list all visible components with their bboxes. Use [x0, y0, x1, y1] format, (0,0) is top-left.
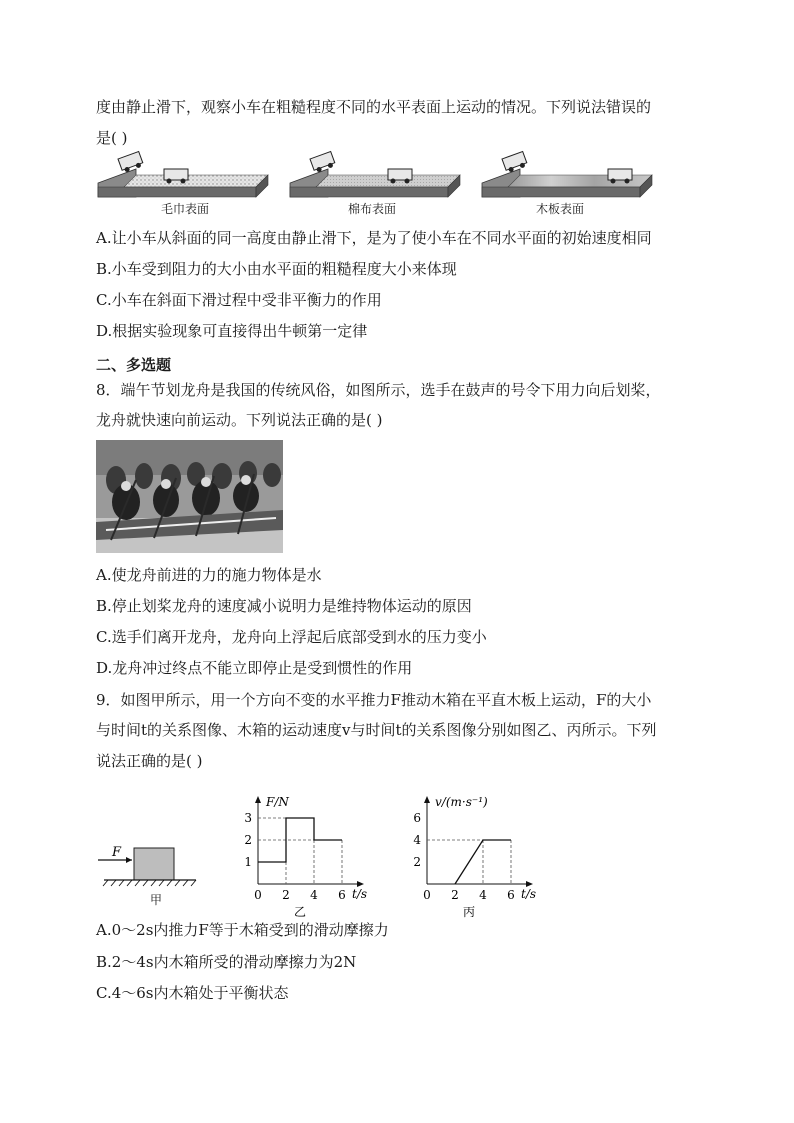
q8-stem-line1: 8．端午节划龙舟是我国的传统风俗，如图所示，选手在鼓声的号令下用力向后划桨， — [96, 381, 661, 399]
chart-yi — [238, 776, 388, 919]
q8-option-b: B.停止划桨龙舟的速度减小说明力是维持物体运动的原因 — [96, 597, 472, 615]
q7-option-b: B.小车受到阻力的大小由水平面的粗糙程度大小来体现 — [96, 260, 457, 278]
chart-caption: 丙 — [462, 905, 476, 919]
q7-option-a: A.让小车从斜面的同一高度由静止滑下，是为了使小车在不同水平面的初始速度相同 — [96, 229, 652, 247]
y-tick-label: 1 — [244, 855, 252, 869]
caption-towel: 毛巾表面 — [160, 202, 209, 216]
x-tick-label: 0 — [254, 888, 262, 902]
q9-stem-line3: 说法正确的是( ) — [96, 752, 203, 770]
q8-option-d: D.龙舟冲过终点不能立即停止是受到惯性的作用 — [96, 659, 413, 677]
x-tick-label: 2 — [282, 888, 290, 902]
q9-option-c: C.4～6s内木箱处于平衡状态 — [96, 984, 289, 1002]
y-axis-arrow — [424, 796, 430, 803]
q7-option-d: D.根据实验现象可直接得出牛顿第一定律 — [96, 322, 368, 340]
x-tick-label: 2 — [451, 888, 459, 902]
chart-caption: 乙 — [293, 905, 307, 919]
ramp-towel — [98, 151, 268, 197]
fig-jia — [96, 838, 206, 890]
y-axis-label: v/(m·s⁻¹) — [435, 795, 488, 809]
x-tick-label: 4 — [310, 888, 318, 902]
q7-stem-line2: 是( ) — [96, 129, 128, 147]
y-axis-arrow — [255, 796, 261, 803]
q9-stem-line1: 9．如图甲所示，用一个方向不变的水平推力F推动木箱在平直木板上运动，F的大小 — [96, 691, 652, 709]
caption-cotton: 棉布表面 — [347, 202, 396, 216]
y-tick-label: 2 — [244, 833, 252, 847]
section-title: 二、多选题 — [96, 356, 172, 374]
q9-stem-line2: 与时间t的关系图像、木箱的运动速度v与时间t的关系图像分别如图乙、丙所示。下列 — [96, 721, 657, 739]
ground-hatching — [103, 880, 196, 886]
q7-option-c: C.小车在斜面下滑过程中受非平衡力的作用 — [96, 291, 382, 309]
ramp-cotton — [290, 151, 460, 197]
y-tick-label: 6 — [413, 811, 421, 825]
q7-stem-line1: 度由静止滑下，观察小车在粗糙程度不同的水平表面上运动的情况。下列说法错误的 — [96, 98, 652, 116]
x-tick-label: 6 — [338, 888, 346, 902]
y-tick-label: 4 — [413, 833, 421, 847]
x-tick-label: 4 — [479, 888, 487, 902]
x-axis-label: t/s — [352, 887, 368, 901]
q8-option-a: A.使龙舟前进的力的施力物体是水 — [96, 566, 322, 584]
q8-stem-line2: 龙舟就快速向前运动。下列说法正确的是( ) — [96, 411, 383, 429]
x-axis-label: t/s — [521, 887, 537, 901]
q8-option-c: C.选手们离开龙舟，龙舟向上浮起后底部受到水的压力变小 — [96, 628, 487, 646]
q9-option-b: B.2～4s内木箱所受的滑动摩擦力为2N — [96, 953, 357, 971]
x-tick-label: 6 — [507, 888, 515, 902]
chart-bing — [405, 776, 565, 919]
caption-wood: 木板表面 — [535, 202, 584, 216]
ramp-wood — [482, 151, 652, 197]
fig-jia-caption: 甲 — [149, 893, 162, 907]
y-axis-label: F/N — [266, 795, 289, 809]
y-tick-label: 2 — [413, 855, 421, 869]
fig-jia-force-label: F — [112, 845, 122, 860]
x-tick-label: 0 — [423, 888, 431, 902]
y-tick-label: 3 — [244, 811, 252, 825]
q7-ramp-figures — [96, 155, 656, 205]
q9-option-a: A.0～2s内推力F等于木箱受到的滑动摩擦力 — [96, 921, 389, 939]
dragon-boat-photo — [96, 440, 283, 553]
